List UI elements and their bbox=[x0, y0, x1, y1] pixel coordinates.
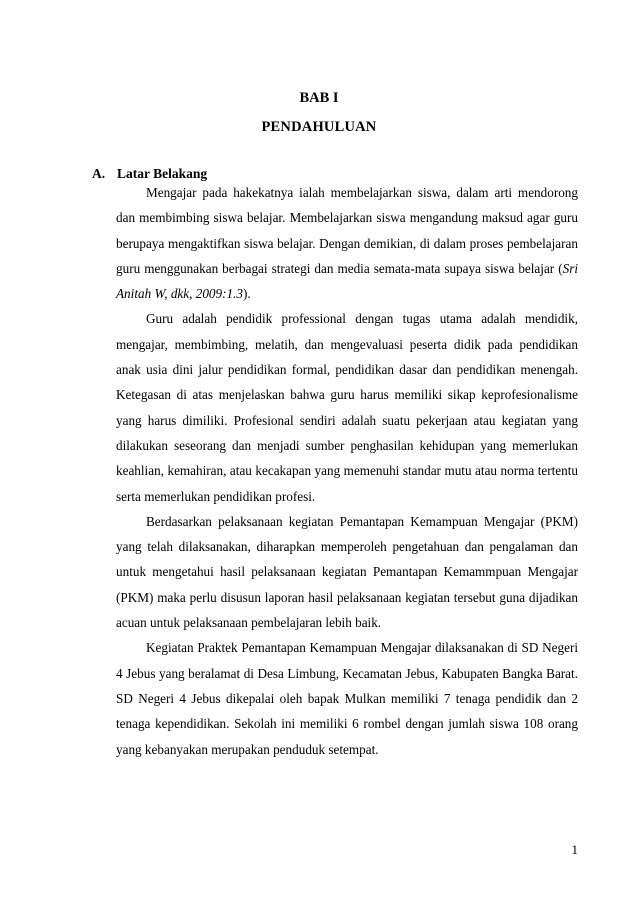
section-label: A. bbox=[92, 166, 106, 181]
paragraph-1 bbox=[116, 180, 578, 306]
body-text bbox=[116, 180, 578, 762]
page-number: 1 bbox=[571, 842, 578, 857]
paragraph-3: Berdasarkan pelaksanaan kegiatan Pemantapan Kemampuan Mengajar (PKM) yang telah dilaksanakan, diharapkan memperoleh pengetahuan dan pengalaman dan untuk mengetahui hasil pelaksanaan kegiatan Pemantapan Kemammpuan Mengajar (PKM) maka perlu disusun laporan hasil pelaksanaan kegiatan tersebut guna dijadikan acuan untuk pelaksanaan pembelajaran lebih baik. bbox=[116, 513, 578, 631]
chapter-title: PENDAHULUAN bbox=[261, 119, 377, 135]
paragraph-1-end: ). bbox=[242, 286, 251, 302]
section-title: Latar Belakang bbox=[117, 166, 208, 181]
paragraph-1-citation: Sri Anitah W, dkk, 2009:1.3 bbox=[116, 260, 578, 302]
chapter-number: BAB I bbox=[299, 90, 339, 106]
paragraph-1-text: Mengajar pada hakekatnya ialah membelajarkan siswa, dalam arti mendorong dan membimbing siswa belajar. Membelajarkan siswa mengandung maksud agar guru berupaya mengaktifkan siswa belajar. Dengan demikian, di dalam proses pembelajaran guru menggunakan berbagai strategi dan media semata-mata supaya siswa belajar ( bbox=[116, 185, 578, 276]
paragraph-2: Guru adalah pendidik professional dengan tugas utama adalah mendidik, mengajar, membimbing, melatih, dan mengevaluasi peserta didik pada pendidikan anak usia dini jalur pendidikan formal, pendidikan dasar dan pendidikan menengah. Ketegasan di atas menjelaskan bahwa guru harus memiliki sikap keprofesionalisme yang harus dimiliki. Profesional sendiri adalah suatu pekerjaan atau kegiatan yang dilakukan seseorang dan menjadi sumber penghasilan kehidupan yang memerlukan keahlian, kemahiran, atau kecakapan yang memenuhi standar mutu atau norma tertentu serta memerlukan pendidikan profesi. bbox=[116, 311, 578, 504]
paragraph-4: Kegiatan Praktek Pemantapan Kemampuan Mengajar dilaksanakan di SD Negeri 4 Jebus yang beralamat di Desa Limbung, Kecamatan Jebus, Kabupaten Bangka Barat. SD Negeri 4 Jebus dikepalai oleh bapak Mulkan memiliki 7 tenaga pendidik dan 2 tenaga kependidikan. Sekolah ini memiliki 6 rombel dengan jumlah siswa 108 orang yang kebanyakan merupakan penduduk setempat. bbox=[116, 640, 578, 757]
